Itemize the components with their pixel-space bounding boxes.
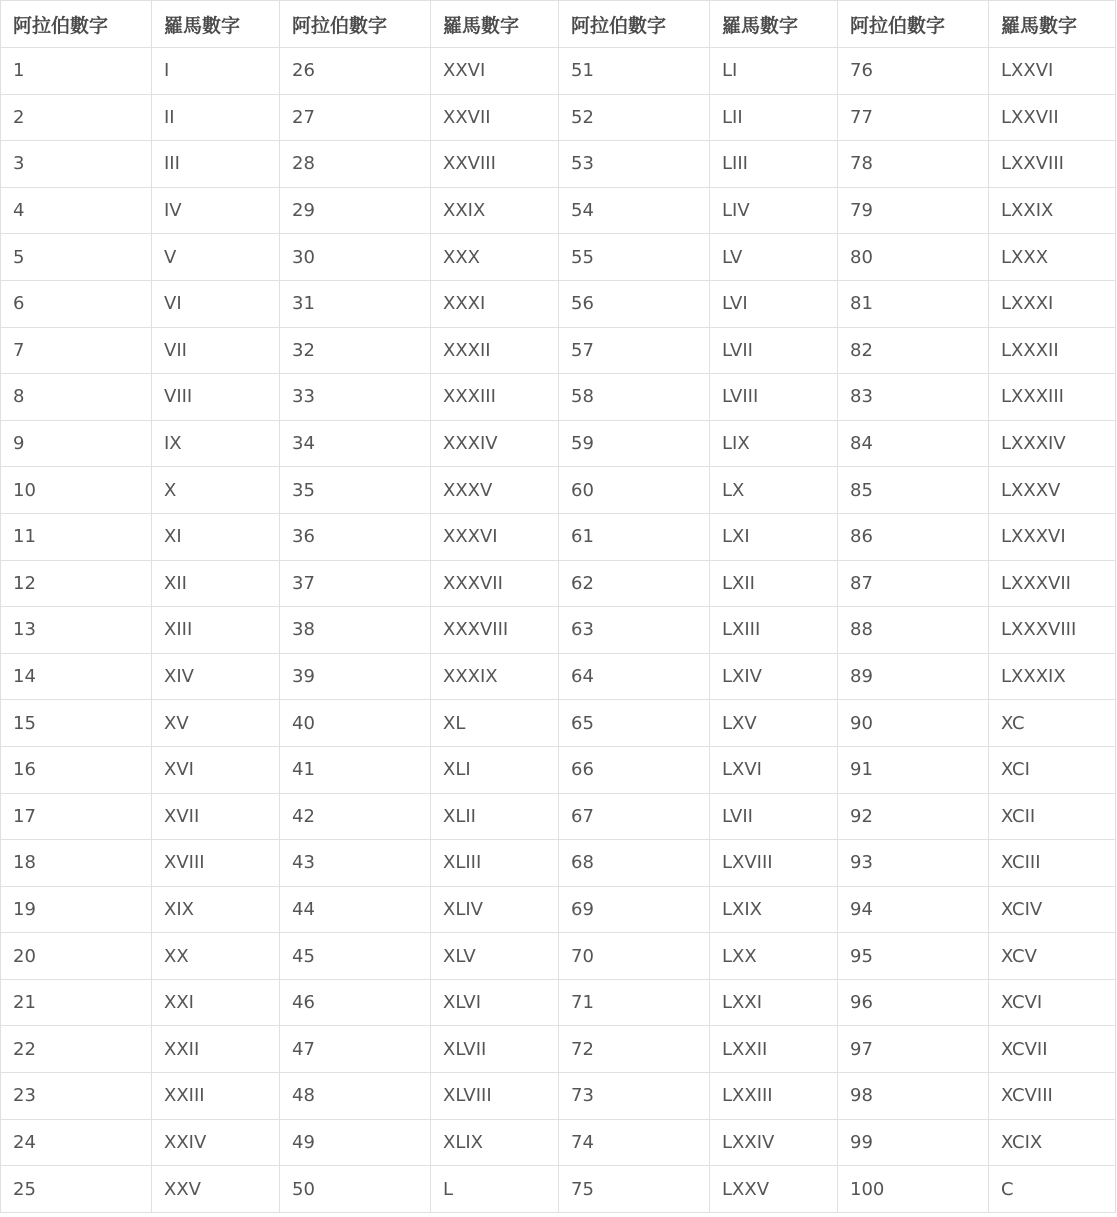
arabic-numeral-cell: 16 [1,746,152,793]
arabic-numeral-cell: 96 [838,979,989,1026]
table-row [1,94,1116,141]
arabic-numeral-cell: 47 [280,1026,431,1073]
table-row [1,746,1116,793]
table-row [1,280,1116,327]
arabic-numeral-cell: 41 [280,746,431,793]
roman-numeral-cell: XXX [431,234,559,281]
arabic-numeral-cell: 59 [559,420,710,467]
roman-numeral-cell: LXII [710,560,838,607]
arabic-numeral-cell: 22 [1,1026,152,1073]
arabic-numeral-cell: 78 [838,141,989,188]
roman-numeral-cell: XCVIII [989,1073,1116,1120]
arabic-numeral-cell: 88 [838,607,989,654]
arabic-numeral-cell: 2 [1,94,152,141]
roman-numeral-cell: V [152,234,280,281]
roman-numeral-cell: XVIII [152,840,280,887]
roman-numeral-cell: LXXIX [989,187,1116,234]
arabic-numeral-cell: 9 [1,420,152,467]
arabic-numeral-cell: 6 [1,280,152,327]
arabic-numeral-cell: 25 [1,1166,152,1213]
arabic-numeral-cell: 14 [1,653,152,700]
arabic-numeral-cell: 52 [559,94,710,141]
roman-numeral-cell: LXXXIX [989,653,1116,700]
arabic-numeral-cell: 44 [280,886,431,933]
arabic-numeral-cell: 94 [838,886,989,933]
arabic-numeral-cell: 85 [838,467,989,514]
arabic-numeral-cell: 55 [559,234,710,281]
roman-numeral-cell: XXXVII [431,560,559,607]
arabic-numeral-cell: 21 [1,979,152,1026]
roman-numeral-cell: LXIII [710,607,838,654]
arabic-numeral-cell: 100 [838,1166,989,1213]
arabic-numeral-cell: 40 [280,700,431,747]
roman-numeral-cell: XLVI [431,979,559,1026]
roman-numeral-cell: VIII [152,374,280,421]
arabic-numeral-cell: 20 [1,933,152,980]
arabic-numeral-cell: 81 [838,280,989,327]
arabic-numeral-cell: 89 [838,653,989,700]
arabic-numeral-cell: 53 [559,141,710,188]
arabic-numeral-cell: 45 [280,933,431,980]
roman-numeral-cell: LXV [710,700,838,747]
arabic-numeral-cell: 31 [280,280,431,327]
table-row [1,327,1116,374]
table-row [1,979,1116,1026]
arabic-numeral-cell: 30 [280,234,431,281]
roman-numeral-cell: LXXVII [989,94,1116,141]
arabic-numeral-cell: 29 [280,187,431,234]
roman-numeral-cell: XXXIX [431,653,559,700]
arabic-numeral-cell: 64 [559,653,710,700]
arabic-numeral-cell: 77 [838,94,989,141]
table-row [1,700,1116,747]
arabic-numeral-cell: 8 [1,374,152,421]
roman-numeral-cell: XXIX [431,187,559,234]
roman-numeral-cell: IX [152,420,280,467]
arabic-numeral-cell: 49 [280,1119,431,1166]
arabic-numeral-cell: 32 [280,327,431,374]
arabic-numeral-cell: 17 [1,793,152,840]
roman-numeral-cell: XXXIV [431,420,559,467]
roman-numeral-cell: XI [152,513,280,560]
roman-numeral-cell: XXII [152,1026,280,1073]
roman-numeral-cell: LXXX [989,234,1116,281]
roman-numeral-cell: LXIX [710,886,838,933]
arabic-numeral-cell: 99 [838,1119,989,1166]
roman-numeral-cell: LXXXIV [989,420,1116,467]
roman-numeral-cell: II [152,94,280,141]
arabic-numeral-header: 阿拉伯數字 [280,1,431,48]
table-row [1,933,1116,980]
roman-numeral-cell: LXIV [710,653,838,700]
arabic-numeral-cell: 91 [838,746,989,793]
roman-numeral-cell: XXIV [152,1119,280,1166]
arabic-numeral-cell: 48 [280,1073,431,1120]
arabic-numeral-cell: 58 [559,374,710,421]
arabic-numeral-header: 阿拉伯數字 [1,1,152,48]
roman-numeral-header: 羅馬數字 [152,1,280,48]
roman-numeral-cell: XCV [989,933,1116,980]
arabic-numeral-cell: 35 [280,467,431,514]
roman-numeral-header: 羅馬數字 [989,1,1116,48]
roman-numeral-cell: IV [152,187,280,234]
arabic-numeral-cell: 42 [280,793,431,840]
roman-numeral-cell: XII [152,560,280,607]
table-row [1,793,1116,840]
arabic-numeral-cell: 73 [559,1073,710,1120]
arabic-numeral-cell: 12 [1,560,152,607]
roman-numeral-cell: C [989,1166,1116,1213]
roman-numeral-cell: VI [152,280,280,327]
roman-numeral-cell: XCI [989,746,1116,793]
arabic-numeral-cell: 84 [838,420,989,467]
arabic-numeral-cell: 65 [559,700,710,747]
arabic-numeral-cell: 33 [280,374,431,421]
roman-numeral-cell: LXXII [710,1026,838,1073]
roman-numeral-cell: XXVII [431,94,559,141]
roman-numeral-cell: XLVIII [431,1073,559,1120]
arabic-numeral-cell: 28 [280,141,431,188]
arabic-numeral-cell: 5 [1,234,152,281]
roman-numeral-cell: XLIII [431,840,559,887]
roman-numeral-cell: LVII [710,793,838,840]
arabic-numeral-cell: 24 [1,1119,152,1166]
arabic-numeral-cell: 54 [559,187,710,234]
arabic-numeral-cell: 23 [1,1073,152,1120]
arabic-numeral-cell: 46 [280,979,431,1026]
roman-numeral-cell: XVII [152,793,280,840]
table-row [1,187,1116,234]
arabic-numeral-cell: 97 [838,1026,989,1073]
arabic-numeral-cell: 34 [280,420,431,467]
roman-numeral-cell: LXXXI [989,280,1116,327]
roman-numeral-cell: XCII [989,793,1116,840]
arabic-numeral-cell: 27 [280,94,431,141]
arabic-numeral-cell: 37 [280,560,431,607]
arabic-numeral-cell: 43 [280,840,431,887]
roman-numeral-cell: XLII [431,793,559,840]
roman-numeral-cell: VII [152,327,280,374]
arabic-numeral-cell: 63 [559,607,710,654]
arabic-numeral-cell: 15 [1,700,152,747]
arabic-numeral-cell: 38 [280,607,431,654]
roman-numeral-cell: LIX [710,420,838,467]
table-row [1,560,1116,607]
roman-numeral-cell: LXXV [710,1166,838,1213]
arabic-numeral-cell: 92 [838,793,989,840]
roman-numeral-cell: LXXXII [989,327,1116,374]
arabic-numeral-cell: 98 [838,1073,989,1120]
roman-numeral-cell: LXI [710,513,838,560]
arabic-numeral-cell: 75 [559,1166,710,1213]
table-row [1,420,1116,467]
table-row [1,234,1116,281]
roman-numeral-cell: LII [710,94,838,141]
arabic-numeral-cell: 1 [1,48,152,95]
roman-numeral-cell: XXI [152,979,280,1026]
roman-numeral-cell: XCVII [989,1026,1116,1073]
roman-numeral-cell: XLI [431,746,559,793]
roman-numeral-cell: LXXI [710,979,838,1026]
arabic-numeral-cell: 18 [1,840,152,887]
roman-numeral-cell: LVIII [710,374,838,421]
arabic-numeral-cell: 67 [559,793,710,840]
arabic-numeral-cell: 70 [559,933,710,980]
roman-numeral-cell: XXVIII [431,141,559,188]
arabic-numeral-cell: 19 [1,886,152,933]
roman-numeral-cell: LXXXIII [989,374,1116,421]
roman-numeral-cell: XL [431,700,559,747]
arabic-numeral-cell: 36 [280,513,431,560]
arabic-numeral-cell: 7 [1,327,152,374]
roman-numeral-cell: L [431,1166,559,1213]
arabic-numeral-cell: 79 [838,187,989,234]
roman-numeral-header: 羅馬數字 [431,1,559,48]
roman-numeral-cell: LXVI [710,746,838,793]
roman-numeral-cell: XIX [152,886,280,933]
arabic-numeral-cell: 76 [838,48,989,95]
table-row [1,840,1116,887]
roman-numeral-cell: XIII [152,607,280,654]
roman-numeral-cell: LIV [710,187,838,234]
arabic-numeral-cell: 60 [559,467,710,514]
arabic-numeral-cell: 83 [838,374,989,421]
roman-numeral-cell: LXXVIII [989,141,1116,188]
arabic-numeral-cell: 62 [559,560,710,607]
roman-numeral-cell: XX [152,933,280,980]
roman-numeral-cell: LXXXV [989,467,1116,514]
roman-numeral-cell: XLIV [431,886,559,933]
roman-numeral-cell: LV [710,234,838,281]
arabic-numeral-cell: 72 [559,1026,710,1073]
table-row [1,1073,1116,1120]
roman-numeral-cell: XCIX [989,1119,1116,1166]
roman-numeral-cell: LX [710,467,838,514]
arabic-numeral-cell: 82 [838,327,989,374]
roman-numeral-cell: XXXV [431,467,559,514]
arabic-numeral-header: 阿拉伯數字 [559,1,710,48]
table-row [1,886,1116,933]
roman-numeral-cell: XC [989,700,1116,747]
table-header [1,1,1116,48]
roman-numeral-cell: XLV [431,933,559,980]
roman-numeral-cell: LXXXVIII [989,607,1116,654]
table-row [1,48,1116,95]
roman-numeral-cell: X [152,467,280,514]
arabic-numeral-cell: 90 [838,700,989,747]
header-row [1,1,1116,48]
arabic-numeral-cell: 86 [838,513,989,560]
roman-numeral-cell: LXX [710,933,838,980]
roman-numeral-cell: LXXVI [989,48,1116,95]
arabic-numeral-cell: 61 [559,513,710,560]
roman-numeral-cell: XXXII [431,327,559,374]
roman-numeral-cell: XXIII [152,1073,280,1120]
roman-numeral-cell: XXXI [431,280,559,327]
arabic-numeral-header: 阿拉伯數字 [838,1,989,48]
arabic-numeral-cell: 80 [838,234,989,281]
roman-numeral-cell: III [152,141,280,188]
roman-numeral-cell: XCIII [989,840,1116,887]
roman-numeral-cell: XXXVIII [431,607,559,654]
roman-numeral-cell: XXV [152,1166,280,1213]
arabic-numeral-cell: 69 [559,886,710,933]
roman-numeral-cell: LXXXVII [989,560,1116,607]
roman-numeral-cell: XVI [152,746,280,793]
roman-numeral-cell: I [152,48,280,95]
roman-numeral-cell: LXXXVI [989,513,1116,560]
roman-numeral-cell: XCIV [989,886,1116,933]
arabic-numeral-cell: 71 [559,979,710,1026]
arabic-numeral-cell: 11 [1,513,152,560]
table-row [1,1026,1116,1073]
arabic-numeral-cell: 57 [559,327,710,374]
table-row [1,467,1116,514]
arabic-numeral-cell: 95 [838,933,989,980]
table-row [1,513,1116,560]
table-row [1,1166,1116,1213]
arabic-numeral-cell: 51 [559,48,710,95]
arabic-numeral-cell: 50 [280,1166,431,1213]
roman-numeral-cell: XXVI [431,48,559,95]
arabic-numeral-cell: 3 [1,141,152,188]
arabic-numeral-cell: 66 [559,746,710,793]
roman-numeral-cell: XXXIII [431,374,559,421]
arabic-numeral-cell: 74 [559,1119,710,1166]
roman-numeral-cell: XXXVI [431,513,559,560]
table-row [1,1119,1116,1166]
table-row [1,141,1116,188]
roman-numeral-cell: XLVII [431,1026,559,1073]
roman-numeral-cell: XLIX [431,1119,559,1166]
arabic-numeral-cell: 13 [1,607,152,654]
arabic-numeral-cell: 39 [280,653,431,700]
arabic-numeral-cell: 87 [838,560,989,607]
roman-numeral-cell: LXXIV [710,1119,838,1166]
roman-numeral-cell: LVII [710,327,838,374]
roman-numeral-cell: LXVIII [710,840,838,887]
roman-numeral-cell: XIV [152,653,280,700]
arabic-numeral-cell: 56 [559,280,710,327]
arabic-numeral-cell: 93 [838,840,989,887]
roman-numeral-cell: XCVI [989,979,1116,1026]
arabic-numeral-cell: 10 [1,467,152,514]
table-row [1,653,1116,700]
roman-numeral-cell: LIII [710,141,838,188]
roman-numeral-header: 羅馬數字 [710,1,838,48]
roman-numeral-cell: LXXIII [710,1073,838,1120]
arabic-numeral-cell: 26 [280,48,431,95]
roman-numeral-cell: XV [152,700,280,747]
table-row [1,374,1116,421]
table-body [1,48,1116,1213]
arabic-numeral-cell: 68 [559,840,710,887]
arabic-numeral-cell: 4 [1,187,152,234]
roman-numeral-cell: LI [710,48,838,95]
roman-numeral-cell: LVI [710,280,838,327]
table-row [1,607,1116,654]
